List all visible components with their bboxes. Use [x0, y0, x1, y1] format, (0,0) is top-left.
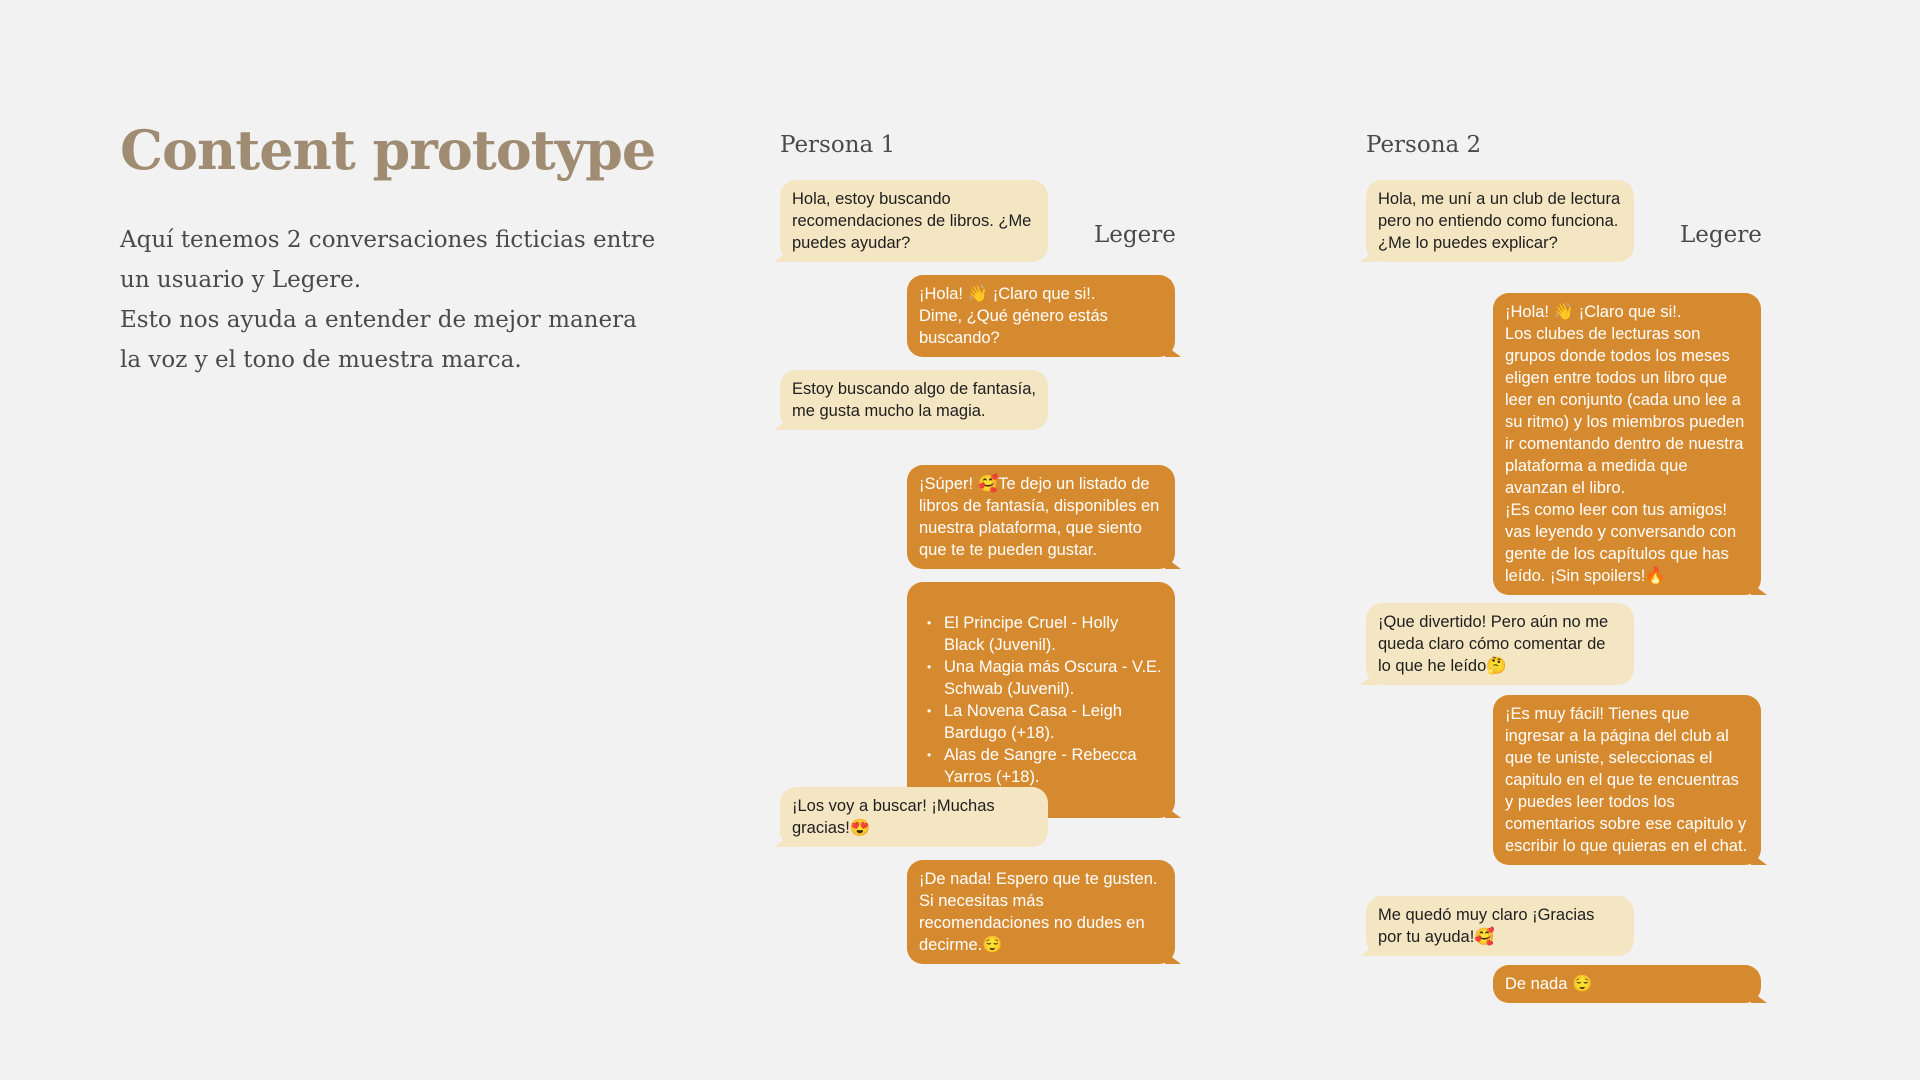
book-list-item: • Una Magia más Oscura - V.E. Schwab (Juvenil).	[937, 656, 1163, 700]
intro-paragraph: Esto nos ayuda a entender de mejor manera la voz y el tono de muestra marca.	[120, 307, 637, 373]
book-list-item: • La Novena Casa - Leigh Bardugo (+18).	[937, 700, 1163, 744]
persona-2-label: Persona 2	[1366, 132, 1482, 158]
chat-bubble-user: Me quedó muy claro ¡Gracias por tu ayuda!🥰	[1366, 896, 1634, 956]
chat-bubble-bot: ¡Hola! 👋 ¡Claro que si!. Los clubes de lecturas son grupos donde todos los meses eligen entre todos un libro que leer en conjunto (cada uno lee a su ritmo) y los miembros pueden ir comentando dentro de nuestra plataforma a medida que avanzan el libro. ¡Es como leer con tus amigos! vas leyendo y conversando con gente de los capítulos que has leído. ¡Sin spoilers!🔥	[1493, 293, 1761, 595]
chat-bubble-user: ¡Los voy a buscar! ¡Muchas gracias!😍	[780, 787, 1048, 847]
intro-paragraph: Aquí tenemos 2 conversaciones ficticias entre un usuario y Legere.	[120, 227, 656, 293]
chat-bubble-bot: ¡Hola! 👋 ¡Claro que si!. Dime, ¿Qué género estás buscando?	[907, 275, 1175, 357]
bot-1-label: Legere	[1094, 222, 1176, 248]
book-list-item: • El Principe Cruel - Holly Black (Juvenil).	[937, 612, 1163, 656]
chat-bubble-user: Estoy buscando algo de fantasía, me gusta mucho la magia.	[780, 370, 1048, 430]
bot-2-label: Legere	[1680, 222, 1762, 248]
persona-1-label: Persona 1	[780, 132, 896, 158]
book-list-item: • Alas de Sangre - Rebecca Yarros (+18).	[937, 744, 1163, 788]
chat-bubble-user: ¡Que divertido! Pero aún no me queda claro cómo comentar de lo que he leído🤔	[1366, 603, 1634, 685]
chat-bubble-bot-book-list	[907, 582, 1175, 818]
book-list	[919, 612, 1163, 788]
chat-bubble-user: Hola, me uní a un club de lectura pero no entiendo como funciona. ¿Me lo puedes explicar?	[1366, 180, 1634, 262]
chat-bubble-user: Hola, estoy buscando recomendaciones de libros. ¿Me puedes ayudar?	[780, 180, 1048, 262]
intro-text	[120, 220, 660, 380]
chat-bubble-bot: ¡Es muy fácil! Tienes que ingresar a la página del club al que te uniste, seleccionas el capitulo en el que te encuentras y puedes leer todos los comentarios sobre ese capitulo y escribir lo que quieras en el chat.	[1493, 695, 1761, 865]
chat-bubble-bot: ¡Súper! 🥰Te dejo un listado de libros de fantasía, disponibles en nuestra plataforma, que siento que te te pueden gustar.	[907, 465, 1175, 569]
page-title: Content prototype	[120, 118, 656, 182]
chat-bubble-bot: De nada 😌	[1493, 965, 1761, 1003]
chat-bubble-bot: ¡De nada! Espero que te gusten. Si necesitas más recomendaciones no dudes en decirme.😌	[907, 860, 1175, 964]
